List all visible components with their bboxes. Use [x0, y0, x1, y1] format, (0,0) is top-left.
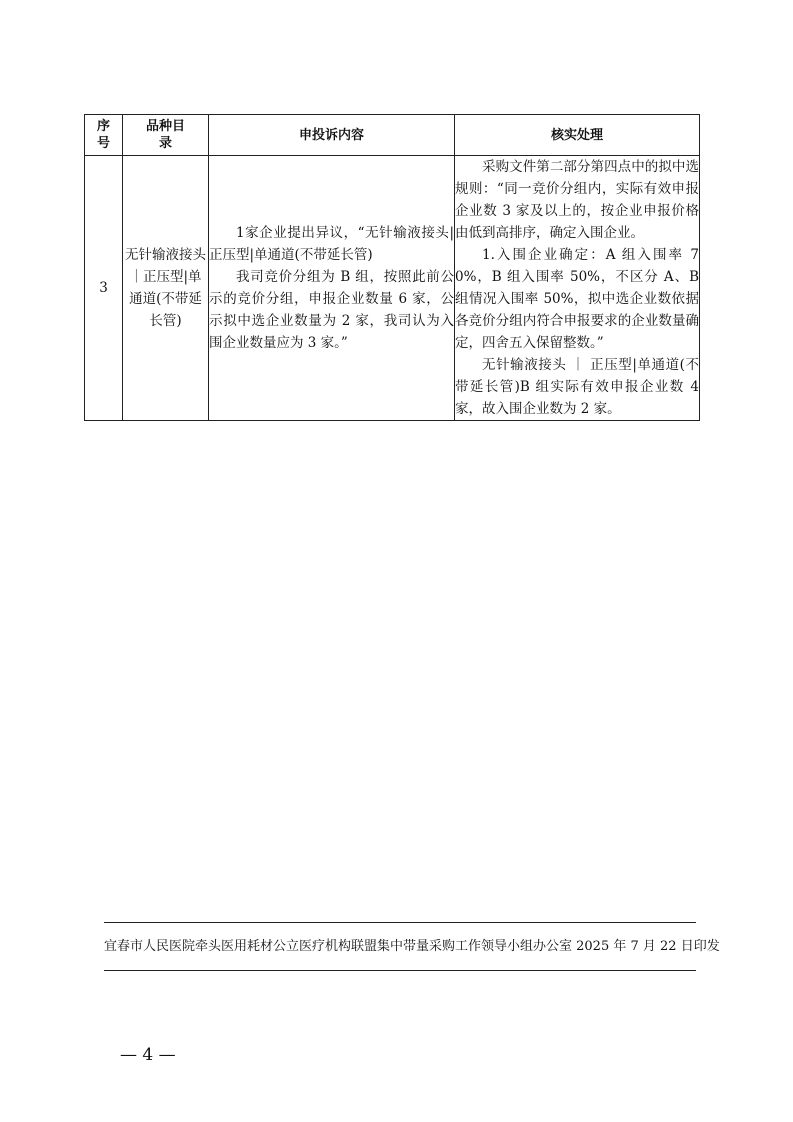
- header-complaint: 申投诉内容: [209, 115, 455, 156]
- complaint-paragraph: 我司竞价分组为 B 组，按照此前公示的竞价分组，申报企业数量 6 家，公示拟中选企业数量为 2 家，我司认为入围企业数量应为 3 家。”: [209, 269, 454, 351]
- footer-issuer: 宜春市人民医院牵头医用耗材公立医疗机构联盟集中带量采购工作领导小组办公室 2025 年 7 月 22 日印发: [104, 939, 720, 954]
- row-complaint: [209, 156, 455, 421]
- complaint-paragraph: 1家企业提出异议，“无针输液接头|正压型|单通道(不带延长管): [209, 225, 454, 263]
- resolution-paragraph: 1.入围企业确定：A 组入围率 70%，B 组入围率 50%，不区分 A、B 组情况入围率 50%，拟中选企业数依据各竞价分组内符合申报要求的企业数量确定，四舍五入保留整数。”: [455, 247, 699, 351]
- table-row: [85, 156, 700, 421]
- footer-top-rule: [104, 922, 696, 923]
- resolution-paragraph: 采购文件第二部分第四点中的拟中选规则：“同一竞价分组内，实际有效申报企业数 3 家及以上的，按企业申报价格由低到高排序，确定入围企业。: [455, 159, 699, 241]
- header-no: 序号: [85, 115, 123, 156]
- resolution-paragraph: 无针输液接头 ｜ 正压型|单通道(不带延长管)B 组实际有效申报企业数 4 家，故入围企业数为 2 家。: [455, 357, 699, 417]
- row-number: 3: [85, 156, 123, 421]
- complaint-table: [84, 114, 700, 421]
- row-resolution: [455, 156, 700, 421]
- header-resolution: 核实处理: [455, 115, 700, 156]
- footer-bottom-rule: [104, 970, 696, 971]
- header-category: 品种目录: [123, 115, 209, 156]
- row-category: 无针输液接头｜正压型|单通道(不带延长管): [123, 156, 209, 421]
- table-header-row: [85, 115, 700, 156]
- page-number: — 4 —: [120, 1045, 176, 1065]
